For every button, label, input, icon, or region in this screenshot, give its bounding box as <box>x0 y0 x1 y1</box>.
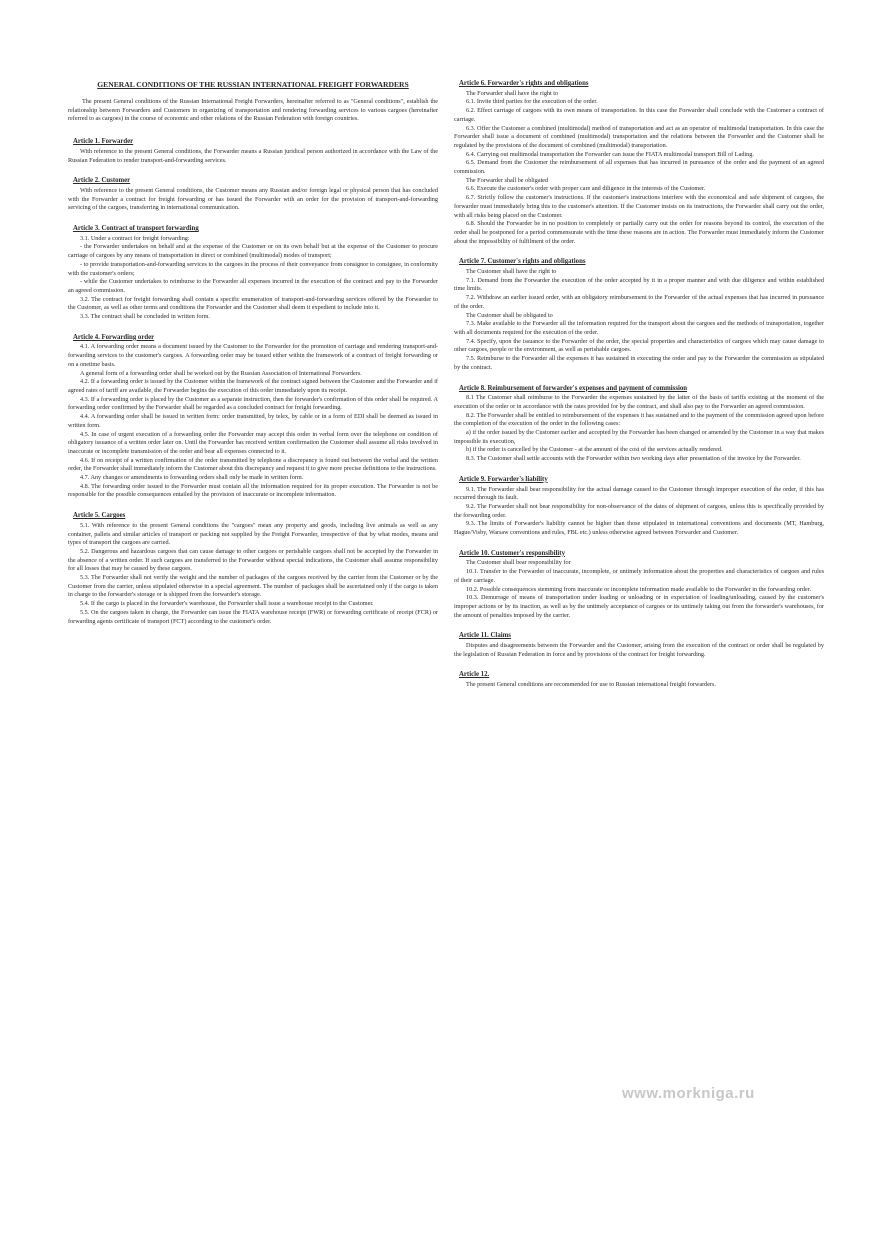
intro-paragraph: The present General conditions of the Russian International Freight Forwarders, hereinafter referred to as "General conditions", establish the relationship between Forwarders and Customers in organizing of transportation and rendering forwarding services to various cargoes (hereinafter referred to as cargoes) in the course of economic and other relations of the Russian Federation with foreign countries. <box>68 98 438 123</box>
article-paragraph: 6.5. Demand from the Customer the reimbursement of all expenses that has incurred in pursuance of the order and the payment of an agreed commission. <box>454 159 824 176</box>
article-paragraph: The Customer shall have the right to <box>466 268 557 276</box>
article-heading: Article 4. Forwarding order <box>73 333 155 341</box>
article-paragraph: 8.2. The Forwarder shall be entitled to reimbursement of the expenses it has sustained and to the payment of the commission agreed upon before the completion of the execution of the order in the following cases: <box>454 411 824 428</box>
article-paragraph: 3.2. The contract for freight forwarding shall contain a specific enumeration of transport-and-forwarding services offered by the Forwarder to the Customer, as well as other terms and conditions the Forwarder and the Customer shall deem it expedient to include into it. <box>68 295 438 312</box>
article-section <box>454 550 824 621</box>
article-paragraph: 6.6. Execute the customer's order with proper care and diligence in the interests of the Customer. <box>466 185 706 193</box>
article-paragraph: 7.5. Reimburse to the Forwarder all the expenses it has sustained in executing the order and pay to the Forwarder the commission as stipulated by the contract. <box>454 355 824 371</box>
article-heading: Article 9. Forwarder's liability <box>459 475 548 483</box>
article-paragraph: 6.7. Strictly follow the customer's instructions. If the customer's instructions interfere with the economical and safe shipment of cargoes, the forwarder must immediately bring this to the customer's attention. If the Customer insists on its instructions, the Forwarder shall carry out the order, with all risks being placed on the Customer. <box>454 194 824 219</box>
article-heading: Article 5. Cargoes <box>73 512 126 520</box>
article-section <box>68 138 438 165</box>
article-paragraph: - while the Customer undertakes to reimburse to the Forwarder all expenses incurred in the execution of the contract and pay to the Forwarder an agreed commission. <box>68 278 438 294</box>
watermark-text: www.morkniga.ru <box>622 1085 755 1102</box>
article-paragraph: The Customer shall be obligated to <box>466 311 553 319</box>
article-paragraph: 4.2. If a forwarding order is issued by the Customer within the framework of the contract signed between the Customer and the Forwarder and if agreed rates of tariff are available, the Forwarder begins the execution of this order immediately upon its receipt. <box>68 378 438 394</box>
right-column <box>454 80 824 702</box>
article-heading: Article 10. Customer's responsibility <box>459 549 565 557</box>
article-paragraph: The Customer shall bear responsibility for <box>466 559 571 567</box>
left-articles <box>68 138 438 626</box>
article-paragraph: 7.4. Specify, upon the issuance to the Forwarder of the order, the special properties and characteristics of cargoes which may cause damage to other cargoes, people or the environment, as well as perishable cargoes. <box>454 337 824 354</box>
article-paragraph: Disputes and disagreements between the Forwarder and the Customer, arising from the execution of the contract or order shall be regulated by the legislation of Russian Federation in force and by provisions of the contract for freight forwarding. <box>454 642 824 658</box>
article-paragraph: With reference to the present General conditions, the Forwarder means a Russian juridical person authorized in accordance with the Law of the Russian Federation to render transport-and-forwarding services. <box>68 147 438 164</box>
article-paragraph: 7.2. Withdraw an earlier issued order, with an obligatory reimbursement to the Forwarder of the actual expenses that has incurred in pursuance of the order. <box>454 294 824 310</box>
article-section <box>454 476 824 538</box>
article-paragraph: 10.3. Demurrage of means of transportation under loading or unloading or in expectation of loading/unloading, caused by the customer's improper actions or by its inaction, as well as by the untimely acceptance of cargoes or its untimely taking out from the forwarder's warehouses, for the amount of penalties imposed by the carrier. <box>454 594 824 619</box>
article-paragraph: - to provide transportation-and-forwarding services to the cargoes in the process of their conveyance from consignor to consignee, in conformity with the customer's orders; <box>68 260 438 277</box>
article-paragraph: 9.1. The Forwarder shall bear responsibility for the actual damage caused to the Customer through improper execution of the order, if this has occurred through its fault. <box>454 485 824 502</box>
article-section <box>454 671 824 689</box>
article-section <box>68 512 438 626</box>
article-paragraph: 3.1. Under a contract for freight forwarding: <box>80 234 190 242</box>
article-paragraph: The present General conditions are recommended for use to Russian international freight forwarders. <box>466 681 716 689</box>
article-paragraph: 7.3. Make available to the Forwarder all the information required for the transport about the cargoes and the methods of transportation, together with all documents required for the execution of the order. <box>454 320 824 336</box>
article-paragraph: 5.3. The Forwarder shall not verify the weight and the number of packages of the cargoes received by the carrier from the Customer or by the Customer from the carrier, unless stipulated otherwise in a special agreement. The number of packages shall be ascertained only if the cargo is taken in charge to the forwarder's storage or is shipped from the forwarder's storage. <box>68 574 438 599</box>
article-paragraph: The Forwarder shall have the right to <box>466 89 559 97</box>
article-heading: Article 6. Forwarder's rights and obligations <box>459 80 589 87</box>
article-paragraph: 4.5. In case of urgent execution of a forwarding order the Forwarder may accept this order in verbal form over the telephone on condition of obligatory issuance of a written order later on. Until the Forwarder has received written confirmation the Customer shall assume all risks involved in inaccurate or incomplete transmission of the order and bear all expenses connected to it. <box>68 430 438 455</box>
article-paragraph: 9.2. The Forwarder shall not bear responsibility for non-observance of the dates of shipment of cargoes, unless this is specifically provided by the forwarding order. <box>454 502 824 519</box>
article-section <box>68 334 438 500</box>
article-paragraph: The Forwarder shall be obligated <box>466 176 549 184</box>
article-paragraph: 4.6. If on receipt of a written confirmation of the order transmitted by telephone a discrepancy is found out between the verbal and the written order, the Forwarder shall immediately inform the Customer about this discrepancy and request it to give more precise definitions to the instructions. <box>68 456 438 473</box>
article-paragraph: 8.1 The Customer shall reimburse to the Forwarder the expenses sustained by the latter of the basis of tariffs existing at the moment of the execution of the order or in accordance with the rates provided for by the contract, and shall also pay to the Forwarder an agreed commission. <box>454 394 824 410</box>
left-column <box>68 80 438 638</box>
article-section <box>454 80 824 246</box>
article-paragraph: 6.3. Offer the Customer a combined (multimodal) method of transportation and act as an operator of multimodal transportation. In this case the Forwarder shall issue a document of combined (multimodal) transportation and the relations between the Forwarder and the Customer shall be regulated by the provisions of the document of combined (multimodal) transportation. <box>454 124 824 149</box>
article-paragraph: 6.4. Carrying out multimodal transportation the Forwarder can issue the FIATA multimodal transport Bill of Lading. <box>466 150 754 158</box>
article-paragraph: 4.8. The forwarding order issued to the Forwarder must contain all the information required for its proper execution. The Forwarder is not be responsible for the possible consequences entailed by the provision of inaccurate or incomplete information. <box>68 482 438 499</box>
document-title: GENERAL CONDITIONS OF THE RUSSIAN INTERNATIONAL FREIGHT FORWARDERS <box>97 80 409 89</box>
right-articles <box>454 80 824 690</box>
article-paragraph: 6.8. Should the Forwarder be in no position to completely or partially carry out the order for reasons beyond its control, the execution of the order shall be postponed for a period commensurate with the time these reasons are in action. The Forwarder must immediately inform the Customer about the impossibility of fulfilment of the order. <box>454 220 824 245</box>
article-paragraph: 10.1. Transfer to the Forwarder of inaccurate, incomplete, or untimely information about the properties and characteristics of cargoes and rules of their carriage. <box>454 568 824 584</box>
article-paragraph: A general form of a forwarding order shall be worked out by the Russian Association of International Forwarders. <box>80 369 362 377</box>
article-paragraph: With reference to the present General conditions, the Customer means any Russian and/or foreign legal or physical person that has concluded with the Forwarder a contract for freight forwarding or has issued the Forwarder with an order for the provision of transport-and-forwarding servicing of the cargoes, transferring in international communication. <box>68 186 438 212</box>
article-paragraph: a) if the order issued by the Customer earlier and accepted by the Forwarder has been changed or amended by the Customer in a way that makes impossible its execution, <box>454 429 824 445</box>
article-paragraph: 8.3. The Customer shall settle accounts with the Forwarder within two working days after presentation of the invoice by the Forwarder. <box>466 455 801 463</box>
article-paragraph: 5.1. With reference to the present General conditions the "cargoes" mean any property and goods, including live animals as well as any container, pallets and similar articles of transport or packing not supplied by the Freight Forwarder, irrespective of that by what modes, means and types of transport the cargoes are carried. <box>68 521 438 547</box>
article-paragraph: b) if the order is cancelled by the Customer - at the amount of the cost of the services actually rendered. <box>466 446 723 454</box>
article-heading: Article 12. <box>459 671 490 679</box>
article-heading: Article 7. Customer's rights and obligations <box>459 258 586 266</box>
article-paragraph: 7.1. Demand from the Forwarder the execution of the order accepted by it in a proper manner and with due diligence and within established time limits. <box>454 276 824 293</box>
article-section <box>68 225 438 322</box>
article-paragraph: - the Forwarder undertakes on behalf and at the expense of the Customer or on its own behalf but at the expense of the Customer to procure carriage of cargoes by any means of transportation in direct or combined (multimodal) modes of transport; <box>68 243 438 260</box>
article-paragraph: 9.3. The limits of Forwarder's liability cannot be higher than those stipulated in international conventions and documents (MT, Hamburg, Hague/Visby, Warsaw conventions and rules, FBL etc.) unless otherwise agreed between Forwarder and Customer. <box>454 520 824 537</box>
article-heading: Article 8. Reimbursement of forwarder's expenses and payment of commission <box>459 384 688 392</box>
article-heading: Article 3. Contract of transport forwarding <box>73 225 199 233</box>
article-heading: Article 2. Customer <box>73 177 131 185</box>
article-paragraph: 4.7. Any changes or amendments to forwarding orders shall only be made in written form. <box>80 474 304 482</box>
article-paragraph: 5.5. On the cargoes taken in charge, the Forwarder can issue the FIATA warehouse receipt (FWR) or forwarding certificate of receipt (FCR) or forwarding agents certificate of transport (FCT) according to the customer's order. <box>68 608 438 625</box>
article-paragraph: 4.4. A forwarding order shall be issued in written form: order transmitted, by telex, by cable or in a form of EDI shall be deemed as issued in written form. <box>68 413 438 429</box>
article-heading: Article 11. Claims <box>459 632 511 640</box>
article-heading: Article 1. Forwarder <box>73 138 134 146</box>
article-section <box>454 632 824 659</box>
article-paragraph: 3.3. The contract shall be concluded in written form. <box>80 313 210 321</box>
article-paragraph: 4.3. If a forwarding order is placed by the Customer as a separate instruction, then the forwarder's confirmation of this order shall be required. A forwarding order confirmed by the Forwarder shall be regarded as a concluded contract for freight forwarding. <box>68 395 438 412</box>
article-paragraph: 5.4. If the cargo is placed in the forwarder's warehouse, the Forwarder shall issue a warehouse receipt to the Customer. <box>80 600 374 608</box>
article-paragraph: 6.1. Invite third parties for the execution of the order. <box>466 98 598 106</box>
article-section <box>454 385 824 464</box>
article-section <box>454 258 824 372</box>
article-paragraph: 5.2. Dangerous and hazardous cargoes that can cause damage to other cargoes or perishable cargoes shall not be accepted by the Forwarder in the absence of a written order. If such cargoes are transferred to the Forwarder without special indications, the Customer shall assume responsibility for all losses that may be caused by these cargoes. <box>68 547 438 573</box>
article-section <box>68 177 438 213</box>
article-paragraph: 6.2. Effect carriage of cargoes with its own means of transportation. In this case the Forwarder shall conclude with the Customer a contract of carriage. <box>454 107 824 123</box>
article-paragraph: 4.1. A forwarding order means a document issued by the Customer to the Forwarder for the promotion of carriage and rendering transport-and-forwarding services to the customer's cargoes. A forwarding order may be issued either within the framework of a contract of freight forwarding or on a onetime basis. <box>68 343 438 368</box>
article-paragraph: 10.2. Possible consequences stemming from inaccurate or incomplete information made available to the Forwarder in the forwarding order. <box>466 585 812 593</box>
